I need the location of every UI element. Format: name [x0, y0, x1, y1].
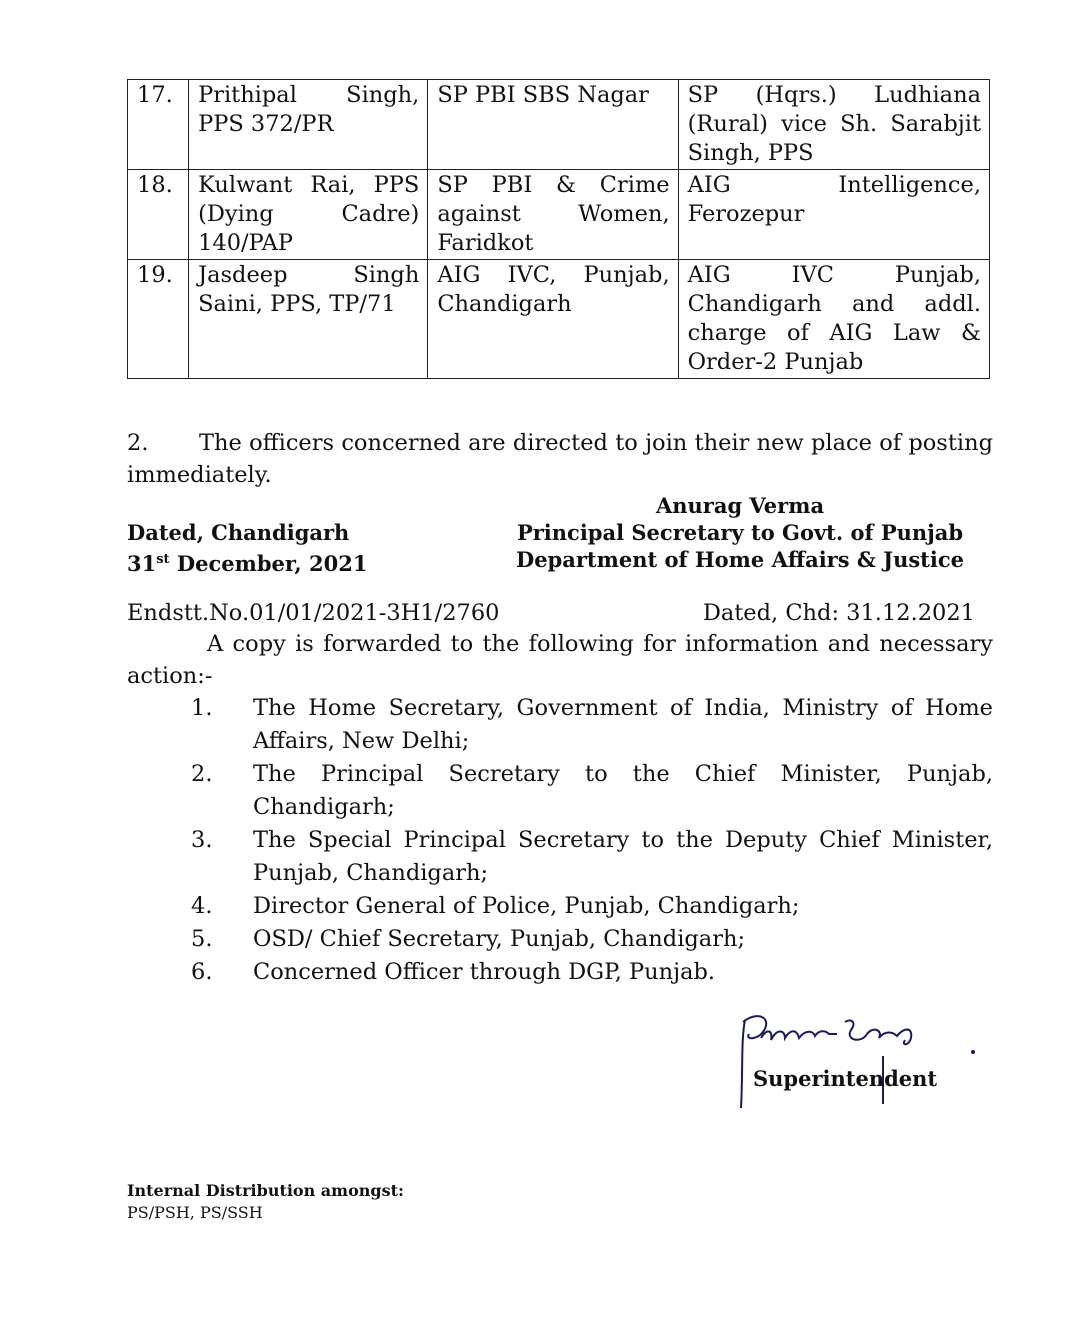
- list-item: 2. The Principal Secretary to the Chief Minister, Punjab, Chandigarh;: [191, 761, 993, 820]
- dated-block: [127, 519, 367, 577]
- present-posting: SP PBI SBS Nagar: [428, 80, 678, 170]
- row-number: 19.: [128, 260, 189, 379]
- table-row: [128, 170, 990, 260]
- list-item: 4. Director General of Police, Punjab, Chandigarh;: [191, 893, 800, 919]
- officer-name: Prithipal Singh, PPS 372/PR: [189, 80, 428, 170]
- row-number: 17.: [128, 80, 189, 170]
- endorsement-number: Endstt.No.01/01/2021-3H1/2760: [127, 600, 500, 626]
- internal-list: PS/PSH, PS/SSH: [127, 1203, 263, 1222]
- officer-name: Kulwant Rai, PPS (Dying Cadre) 140/PAP: [189, 170, 428, 260]
- internal-distribution: [127, 1180, 404, 1224]
- superintendent-label: Superintendent: [753, 1066, 938, 1091]
- new-posting: AIG Intelligence, Ferozepur: [678, 170, 989, 260]
- internal-heading: Internal Distribution amongst:: [127, 1181, 404, 1200]
- new-posting: AIG IVC Punjab, Chandigarh and addl. charge of AIG Law & Order-2 Punjab: [678, 260, 989, 379]
- signatory-block: [505, 492, 975, 573]
- posting-table: [127, 79, 990, 379]
- list-item: 6. Concerned Officer through DGP, Punjab.: [191, 959, 716, 985]
- signatory-dept: Department of Home Affairs & Justice: [515, 547, 964, 572]
- signatory-title: Principal Secretary to Govt. of Punjab: [516, 520, 964, 545]
- endorsement-line: [127, 597, 975, 629]
- dated-date: 31st December, 2021: [127, 551, 368, 576]
- handwritten-signature: [733, 1000, 993, 1120]
- endorsement-date: Dated, Chd: 31.12.2021: [702, 600, 975, 626]
- officer-name: Jasdeep Singh Saini, PPS, TP/71: [189, 260, 428, 379]
- present-posting: SP PBI & Crime against Women, Faridkot: [428, 170, 678, 260]
- paragraph-number: 2.: [127, 430, 149, 456]
- present-posting: AIG IVC, Punjab, Chandigarh: [428, 260, 678, 379]
- table-row: [128, 80, 990, 170]
- dated-place: Dated, Chandigarh: [127, 520, 350, 545]
- copy-forwarded-text: A copy is forwarded to the following for information and necessary action:-: [127, 631, 993, 689]
- paragraph-2: [127, 427, 993, 491]
- list-item: 1. The Home Secretary, Government of India, Ministry of Home Affairs, New Delhi;: [191, 695, 993, 754]
- list-item: 3. The Special Principal Secretary to the Deputy Chief Minister, Punjab, Chandigarh;: [191, 827, 993, 886]
- list-item: 5. OSD/ Chief Secretary, Punjab, Chandigarh;: [191, 926, 746, 952]
- paragraph-text: The officers concerned are directed to join their new place of posting immediately.: [127, 430, 993, 488]
- signatory-name: Anurag Verma: [655, 493, 825, 518]
- new-posting: SP (Hqrs.) Ludhiana (Rural) vice Sh. Sarabjit Singh, PPS: [678, 80, 989, 170]
- row-number: 18.: [128, 170, 189, 260]
- distribution-list: [127, 692, 993, 989]
- table-row: [128, 260, 990, 379]
